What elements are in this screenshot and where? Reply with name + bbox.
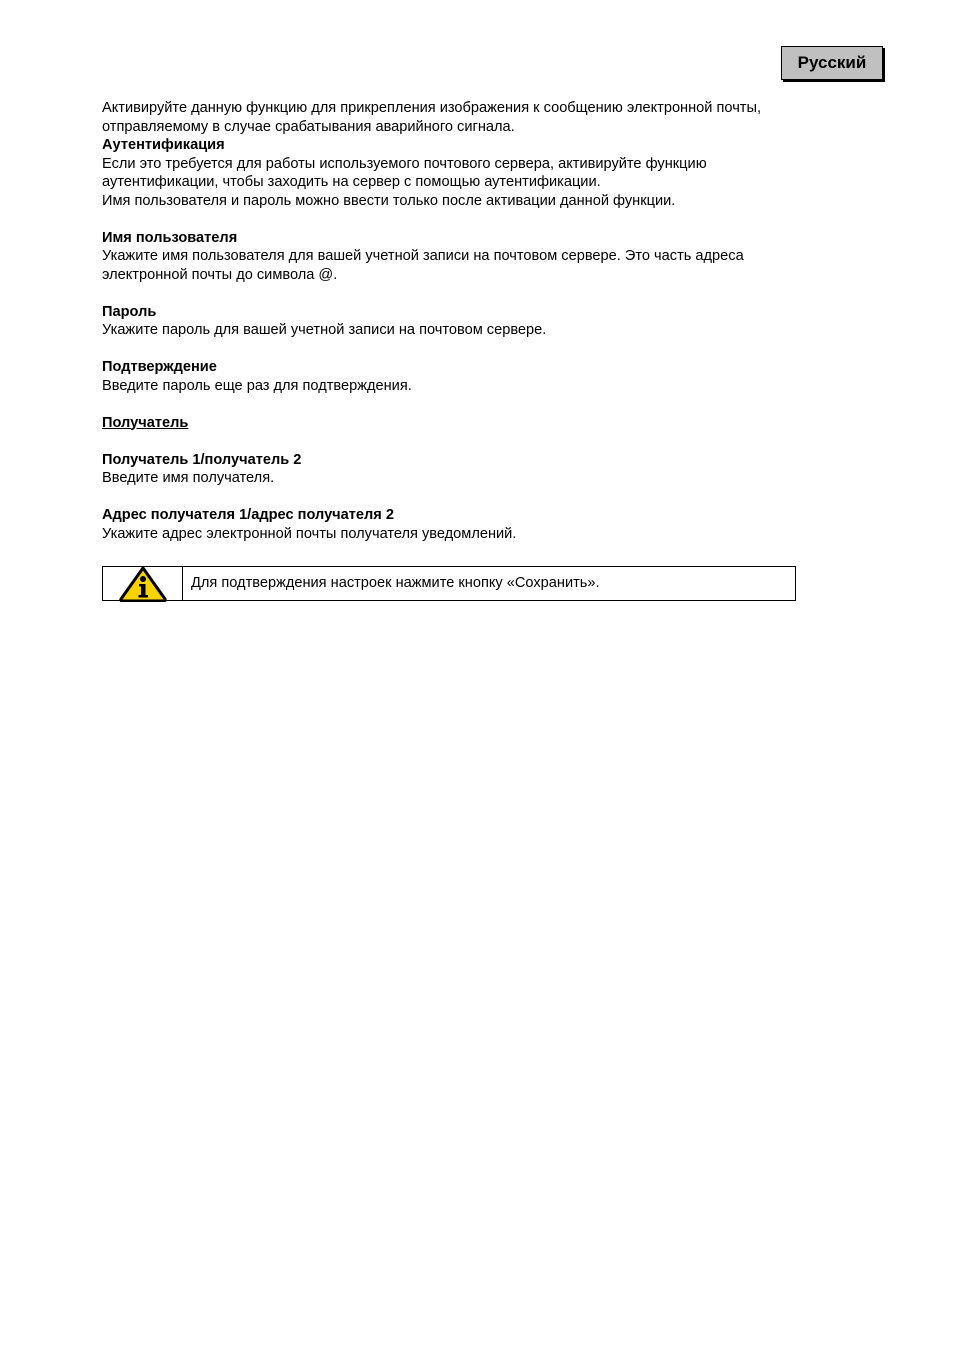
username-line-1: Укажите имя пользователя для вашей учетной записи на почтовом сервере. Это часть адреса: [102, 248, 744, 264]
recipient-address-heading: Адрес получателя 1/адрес получателя 2: [102, 507, 394, 523]
auth-heading: Аутентификация: [102, 137, 225, 153]
password-heading: Пароль: [102, 303, 157, 320]
auth-line-1: Если это требуется для работы используемого почтового сервера, активируйте функцию: [102, 155, 707, 172]
spacer: [102, 284, 842, 303]
recipient-address-line-1: Укажите адрес электронной почты получателя уведомлений.: [102, 525, 517, 542]
language-badge: Русский: [781, 46, 883, 80]
info-note-box: [102, 566, 796, 601]
spacer: [102, 395, 842, 414]
info-note-text: Для подтверждения настроек нажмите кнопку «Сохранить».: [191, 575, 600, 591]
spacer: [102, 488, 842, 507]
username-heading: Имя пользователя: [102, 229, 238, 246]
recipient-section-heading-text: Получатель: [102, 414, 189, 431]
auth-line-3: Имя пользователя и пароль можно ввести только после активации данной функции.: [102, 192, 676, 209]
recipient-heading: Получатель 1/получатель 2: [102, 451, 302, 468]
recipient-section-heading: [102, 414, 842, 433]
info-icon-cell: [103, 567, 183, 600]
spacer: [102, 210, 842, 229]
spacer: [102, 432, 842, 451]
confirmation-heading: Подтверждение: [102, 359, 217, 375]
intro-line-1: Активируйте данную функцию для прикрепления изображения к сообщению электронной почты,: [102, 100, 762, 116]
spacer: [102, 340, 842, 359]
intro-line-2: отправляемому в случае срабатывания аварийного сигнала.: [102, 118, 515, 135]
recipient-line-1: Введите имя получателя.: [102, 470, 275, 486]
auth-line-2: аутентификации, чтобы заходить на сервер с помощью аутентификации.: [102, 174, 601, 190]
document-body: [102, 99, 842, 543]
confirmation-line-1: Введите пароль еще раз для подтверждения.: [102, 377, 412, 394]
username-line-2: электронной почты до символа @.: [102, 266, 338, 283]
warning-info-icon: [118, 566, 168, 602]
password-line-1: Укажите пароль для вашей учетной записи на почтовом сервере.: [102, 322, 547, 338]
